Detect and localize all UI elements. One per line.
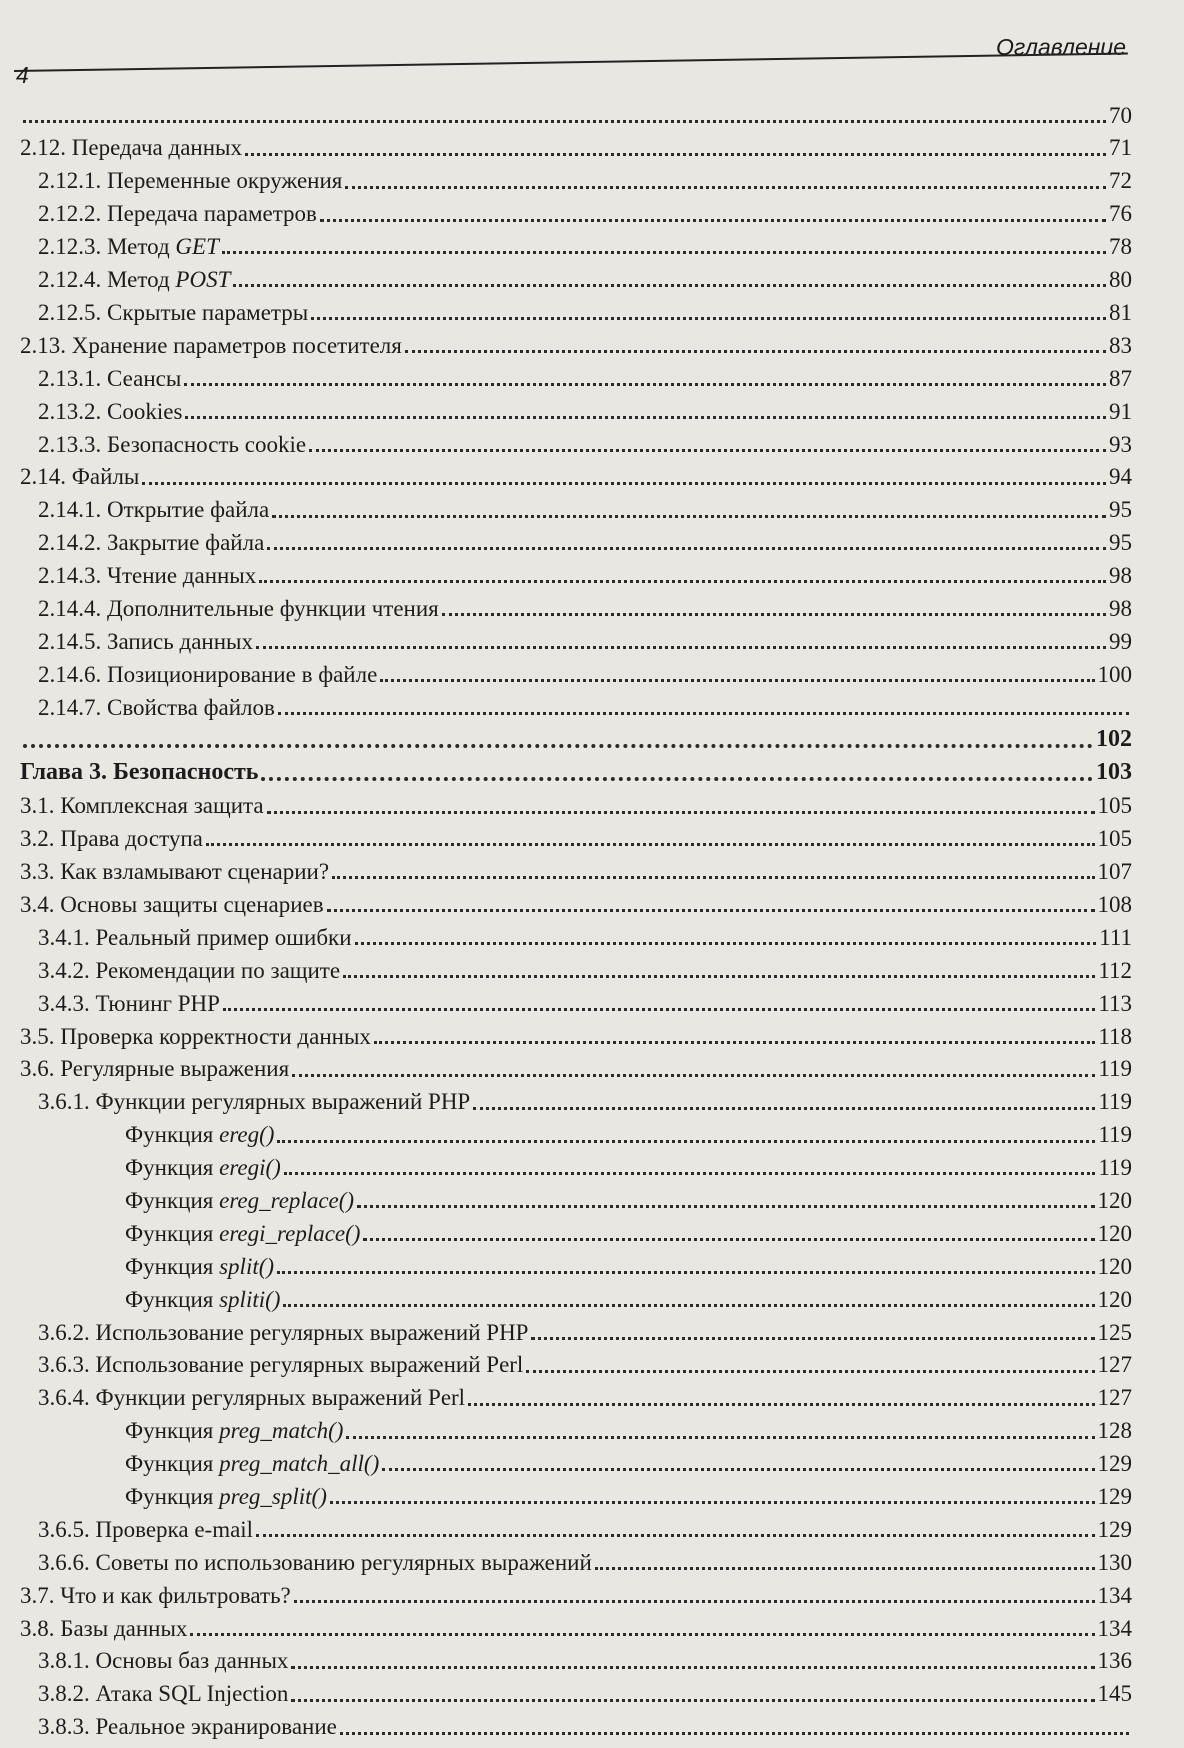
toc-entry-prefix: 3.5. Проверка корректности данных <box>20 1023 371 1049</box>
toc-entry-title <box>20 333 402 358</box>
toc-entry-prefix: 3.8.1. Основы баз данных <box>38 1648 289 1674</box>
toc-entry-emphasis: preg_match_all() <box>219 1451 380 1477</box>
dot-leader <box>223 1008 1095 1011</box>
toc-entry-title <box>20 826 203 851</box>
dot-leader <box>23 120 1106 123</box>
toc-entry[interactable] <box>20 457 1132 490</box>
toc-entry[interactable] <box>20 1542 1132 1575</box>
toc-entry[interactable] <box>20 983 1132 1016</box>
toc-entry-title <box>38 1352 523 1377</box>
toc-entry-page: 120 <box>1097 1220 1132 1246</box>
toc-entry-page: 102 <box>1096 726 1132 753</box>
toc-entry[interactable] <box>20 523 1132 556</box>
toc-entry-page: 71 <box>1109 135 1132 161</box>
toc-entry-prefix: 3.6.1. Функции регулярных выражений PHP <box>38 1089 471 1115</box>
toc-entry-title <box>125 1254 274 1279</box>
toc-entry-prefix: 2.13.2. Cookies <box>38 398 183 424</box>
toc-entry[interactable] <box>20 588 1132 621</box>
toc-entry-prefix: Функция <box>125 1418 220 1444</box>
toc-entry[interactable] <box>20 1674 1132 1707</box>
toc-entry-emphasis: eregi() <box>219 1155 281 1181</box>
toc-entry[interactable] <box>20 194 1132 227</box>
dot-leader <box>291 1699 1094 1702</box>
toc-entry-prefix: 2.14.6. Позиционирование в файле <box>38 661 378 687</box>
dot-leader <box>283 1304 1094 1307</box>
toc-entry-page: 70 <box>1109 102 1132 128</box>
toc-entry-title <box>38 991 220 1016</box>
dot-leader <box>340 1732 1129 1735</box>
toc-entry-prefix: Функция <box>125 1451 220 1477</box>
toc-entry-prefix: 2.14.4. Дополнительные функции чтения <box>38 595 439 621</box>
toc-entry-title <box>20 464 139 489</box>
toc-entry-prefix: 2.14.5. Запись данных <box>38 628 253 654</box>
toc-entry-prefix: 3.4. Основы защиты сценариев <box>20 891 324 917</box>
toc-entry-title <box>38 596 439 621</box>
toc-entry-page: 99 <box>1109 628 1132 654</box>
toc-entry-prefix: 2.12.1. Переменные окружения <box>38 168 343 194</box>
toc-entry[interactable] <box>20 1641 1132 1674</box>
toc-entry[interactable] <box>20 1279 1132 1312</box>
toc-entry-prefix: 2.12.4. Метод <box>38 267 176 293</box>
toc-entry-prefix: 3.6.6. Советы по использованию регулярных выражений <box>38 1549 592 1575</box>
toc-entry-prefix: 3.6.2. Использование регулярных выражений PHP <box>38 1319 529 1345</box>
toc-entry-title <box>38 695 275 720</box>
toc-entry[interactable] <box>20 1246 1132 1279</box>
toc-entry-title <box>20 1056 289 1081</box>
dot-leader <box>468 1403 1094 1406</box>
toc-entry-title <box>38 925 352 950</box>
toc-entry-page: 125 <box>1097 1319 1132 1345</box>
toc-entry-prefix: 3.4.3. Тюнинг PHP <box>38 990 220 1016</box>
dot-leader <box>332 876 1094 879</box>
toc-entry-title <box>38 1550 592 1575</box>
toc-entry-emphasis: eregi_replace() <box>219 1220 361 1246</box>
toc-entry[interactable] <box>20 1476 1132 1509</box>
toc-entry-prefix: 3.2. Права доступа <box>20 826 203 852</box>
toc-entry-page: 111 <box>1099 924 1132 950</box>
toc-entry-prefix: 3.1. Комплексная защита <box>20 793 264 819</box>
dot-leader <box>233 284 1106 287</box>
toc-entry[interactable] <box>20 1049 1132 1082</box>
toc-entry-page: 119 <box>1098 1056 1132 1082</box>
toc-entry-title <box>38 958 340 983</box>
toc-entry-emphasis: spliti() <box>219 1286 281 1312</box>
toc-entry-prefix: Функция <box>125 1286 220 1312</box>
toc-entry-prefix: 3.6.5. Проверка e-mail <box>38 1516 254 1542</box>
toc-entry-title <box>125 1155 281 1180</box>
toc-entry-prefix: 3.6. Регулярные выражения <box>20 1056 290 1082</box>
toc-entry-page: 136 <box>1097 1648 1132 1674</box>
toc-entry[interactable] <box>20 1345 1132 1378</box>
toc-entry[interactable] <box>20 1148 1132 1181</box>
toc-entry-page: 78 <box>1109 234 1132 260</box>
toc-entry-emphasis: preg_match() <box>219 1418 344 1444</box>
toc-entry-page: 83 <box>1109 332 1132 358</box>
toc-entry-prefix: 2.14.3. Чтение данных <box>38 563 257 589</box>
toc-entry-title <box>38 497 269 522</box>
toc-entry-title <box>125 1287 280 1312</box>
toc-entry-page: 98 <box>1109 595 1132 621</box>
toc-entry-page: 119 <box>1098 1155 1132 1181</box>
toc-entry-prefix: 2.12. Передача данных <box>20 135 242 161</box>
toc-entry-page: 105 <box>1097 826 1132 852</box>
toc-entry-prefix: 3.4.1. Реальный пример ошибки <box>38 924 352 950</box>
dot-leader <box>330 1501 1095 1504</box>
toc-entry-prefix: 2.12.2. Передача параметров <box>38 201 317 227</box>
toc-entry[interactable] <box>20 1608 1132 1641</box>
dot-leader <box>184 383 1106 386</box>
dot-leader <box>185 416 1106 419</box>
toc-entry-title <box>20 135 242 160</box>
toc-entry[interactable] <box>20 1082 1132 1115</box>
toc-entry[interactable] <box>20 654 1132 687</box>
toc-entry-title <box>38 1714 337 1739</box>
toc-entry-prefix: Функция <box>125 1253 220 1279</box>
dot-leader <box>259 580 1106 583</box>
toc-entry-page: 134 <box>1097 1615 1132 1641</box>
toc-entry-prefix: Функция <box>125 1187 220 1213</box>
toc-entry-prefix: Функция <box>125 1122 220 1148</box>
toc-entry-prefix: 2.13. Хранение параметров посетителя <box>20 332 402 358</box>
toc-entry-page: 95 <box>1109 497 1132 523</box>
dot-leader <box>206 843 1095 846</box>
toc-entry[interactable] <box>20 950 1132 983</box>
toc-entry[interactable] <box>20 786 1132 819</box>
toc-entry-prefix: Функция <box>125 1484 220 1509</box>
toc-entry-prefix: 3.6.4. Функции регулярных выражений Perl <box>38 1385 466 1411</box>
header-rule <box>14 53 1128 72</box>
toc-entry-prefix: 2.14.7. Свойства файлов <box>38 694 275 720</box>
toc-entry[interactable] <box>20 95 1132 128</box>
dot-leader <box>222 251 1106 254</box>
toc-entry-page: 112 <box>1098 957 1132 983</box>
toc-entry-title <box>38 1320 528 1345</box>
toc-entry[interactable] <box>20 851 1132 884</box>
toc-entry-title <box>20 1616 187 1641</box>
dot-leader <box>374 1041 1095 1044</box>
dot-leader <box>272 515 1106 518</box>
toc-entry-emphasis: split() <box>219 1253 275 1279</box>
toc-entry[interactable] <box>20 490 1132 523</box>
dot-leader <box>355 942 1097 945</box>
toc-entry[interactable] <box>20 1509 1132 1542</box>
toc-entry[interactable] <box>20 1707 1132 1740</box>
page-number: 4 <box>16 62 29 88</box>
toc-entry-title <box>38 1648 288 1673</box>
dot-leader <box>284 1172 1096 1175</box>
toc-entry-page: 93 <box>1109 431 1132 457</box>
toc-entry-title <box>125 1451 379 1476</box>
toc-entry[interactable] <box>20 687 1132 720</box>
toc-entry-emphasis: GET <box>175 234 219 260</box>
toc-entry[interactable] <box>20 227 1132 260</box>
toc-entry-page: 119 <box>1098 1122 1132 1148</box>
running-head-title: Оглавление <box>996 34 1126 60</box>
toc-entry[interactable] <box>20 1115 1132 1148</box>
dot-leader <box>595 1567 1095 1570</box>
toc-entry[interactable] <box>20 1312 1132 1345</box>
toc-entry[interactable] <box>20 325 1132 358</box>
toc-entry-page: 127 <box>1097 1352 1132 1378</box>
dot-leader <box>405 350 1106 353</box>
dot-leader <box>294 1600 1095 1603</box>
toc-entry-title <box>38 432 306 457</box>
toc-entry[interactable] <box>20 1213 1132 1246</box>
toc-entry[interactable] <box>20 1575 1132 1608</box>
toc-entry[interactable] <box>20 884 1132 917</box>
toc-entry[interactable] <box>20 819 1132 852</box>
toc-entry-prefix: Функция <box>125 1220 220 1246</box>
toc-entry-prefix: 3.3. Как взламывают сценарии? <box>20 859 330 885</box>
dot-leader <box>245 153 1106 156</box>
toc-entry-prefix: Глава 3. Безопасность <box>20 759 259 786</box>
toc-entry-title <box>38 300 308 325</box>
dot-leader <box>267 811 1095 814</box>
toc-entry[interactable] <box>20 292 1132 325</box>
dot-leader <box>473 1107 1095 1110</box>
toc-entry-page: 94 <box>1109 464 1132 490</box>
toc-entry[interactable] <box>20 259 1132 292</box>
dot-leader <box>278 712 1129 715</box>
toc-entry-prefix: 3.4.2. Рекомендации по защите <box>38 957 341 983</box>
dot-leader <box>256 1534 1094 1537</box>
toc-entry-page: 72 <box>1109 168 1132 194</box>
toc-entry-title <box>20 793 264 818</box>
dot-leader <box>142 482 1106 485</box>
dot-leader <box>382 1468 1094 1471</box>
toc-entry[interactable] <box>20 1444 1132 1477</box>
toc-entry-page: 120 <box>1097 1253 1132 1279</box>
toc-entry-emphasis: POST <box>175 267 231 293</box>
toc-entry-page: 145 <box>1097 1681 1132 1707</box>
toc-entry-emphasis: ereg() <box>219 1122 275 1148</box>
dot-leader <box>531 1337 1094 1340</box>
dot-leader <box>442 613 1106 616</box>
dot-leader <box>327 909 1095 912</box>
dot-leader <box>256 646 1106 649</box>
toc-entry[interactable] <box>20 917 1132 950</box>
toc-entry[interactable] <box>20 1016 1132 1049</box>
toc-entry-title <box>38 629 253 654</box>
toc-entry-title <box>125 1122 274 1147</box>
toc-entry-page: 134 <box>1097 1582 1132 1608</box>
toc-entry-emphasis: preg_split() <box>219 1484 327 1509</box>
dot-leader <box>309 449 1106 452</box>
dot-leader <box>345 186 1106 189</box>
dot-leader <box>343 975 1095 978</box>
toc-entry-page: 129 <box>1097 1516 1132 1542</box>
toc-entry-page: 120 <box>1097 1187 1132 1213</box>
toc-entry-title <box>38 168 342 193</box>
toc-entry[interactable] <box>20 358 1132 391</box>
toc-entry-title <box>38 267 230 292</box>
toc-entry-prefix: 2.14.1. Открытие файла <box>38 497 270 523</box>
toc-entry-page: 119 <box>1098 1089 1132 1115</box>
toc-entry-title <box>38 201 317 226</box>
toc-entry-prefix: 3.7. Что и как фильтровать? <box>20 1582 291 1608</box>
toc-entry-title <box>20 892 324 917</box>
toc-entry-page: 100 <box>1097 661 1132 687</box>
toc-entry-page: 87 <box>1109 365 1132 391</box>
toc-entry-title <box>38 662 377 687</box>
toc-entry-title <box>20 859 329 884</box>
toc-entry-title <box>125 1484 327 1509</box>
dot-leader <box>320 219 1106 222</box>
toc-entry-title <box>125 1418 343 1443</box>
toc-entry[interactable] <box>20 424 1132 457</box>
toc-entry-page: 127 <box>1097 1385 1132 1411</box>
toc-entry-title <box>38 563 256 588</box>
toc-entry-prefix: 2.12.3. Метод <box>38 234 176 260</box>
toc-entry[interactable] <box>20 753 1132 786</box>
toc-entry-prefix: 3.6.3. Использование регулярных выражений Perl <box>38 1352 524 1378</box>
toc-entry-prefix: Функция <box>125 1155 220 1181</box>
toc-entry-page: 128 <box>1097 1418 1132 1444</box>
toc-entry-title <box>20 1024 371 1049</box>
toc-entry-page: 81 <box>1109 299 1132 325</box>
dot-leader <box>190 1633 1094 1636</box>
dot-leader <box>363 1238 1094 1241</box>
toc-entry-title <box>38 1517 253 1542</box>
dot-leader <box>261 777 1093 781</box>
table-of-contents <box>20 95 1132 1740</box>
toc-entry-prefix: 2.14.2. Закрытие файла <box>38 530 265 556</box>
dot-leader <box>526 1370 1094 1373</box>
toc-entry-page: 98 <box>1109 563 1132 589</box>
toc-entry-title <box>38 530 264 555</box>
toc-entry[interactable] <box>20 1411 1132 1444</box>
toc-entry-title <box>38 1681 288 1706</box>
toc-entry-page: 120 <box>1097 1286 1132 1312</box>
toc-entry-title <box>38 366 181 391</box>
toc-entry-title <box>20 1583 291 1608</box>
toc-entry-page: 107 <box>1097 859 1132 885</box>
dot-leader <box>357 1205 1094 1208</box>
toc-entry-page: 113 <box>1098 990 1132 1016</box>
toc-entry-prefix: 3.8. Базы данных <box>20 1615 188 1641</box>
toc-entry-title <box>38 1385 465 1410</box>
toc-entry[interactable] <box>20 128 1132 161</box>
dot-leader <box>277 1140 1095 1143</box>
dot-leader <box>311 317 1106 320</box>
toc-entry-page: 129 <box>1097 1484 1132 1509</box>
toc-entry-page: 105 <box>1097 793 1132 819</box>
toc-entry-page: 118 <box>1098 1023 1132 1049</box>
dot-leader <box>292 1074 1095 1077</box>
toc-entry-page: 129 <box>1097 1451 1132 1477</box>
toc-entry-page: 103 <box>1096 759 1132 786</box>
dot-leader <box>267 547 1106 550</box>
toc-entry-title <box>38 234 219 259</box>
toc-entry-page: 108 <box>1097 891 1132 917</box>
toc-entry-page: 76 <box>1109 201 1132 227</box>
toc-entry-title <box>38 399 182 424</box>
toc-entry-prefix: 3.8.2. Атака SQL Injection <box>38 1681 289 1707</box>
toc-entry-page: 91 <box>1109 398 1132 424</box>
dot-leader <box>346 1436 1094 1439</box>
toc-entry-prefix: 2.14. Файлы <box>20 464 140 490</box>
toc-entry[interactable] <box>20 1378 1132 1411</box>
toc-entry[interactable] <box>20 621 1132 654</box>
toc-entry[interactable] <box>20 555 1132 588</box>
toc-entry[interactable] <box>20 1180 1132 1213</box>
toc-entry-page: 130 <box>1097 1549 1132 1575</box>
toc-entry-prefix: 2.13.3. Безопасность cookie <box>38 431 307 457</box>
toc-entry-title <box>125 1188 354 1213</box>
toc-entry-page: 95 <box>1109 530 1132 556</box>
dot-leader <box>23 744 1093 748</box>
toc-entry-title <box>38 1089 470 1114</box>
toc-entry-prefix: 2.12.5. Скрытые параметры <box>38 299 309 325</box>
toc-entry-page: 80 <box>1109 267 1132 293</box>
dot-leader <box>380 679 1094 682</box>
toc-entry-prefix: 2.13.1. Сеансы <box>38 365 182 391</box>
toc-entry[interactable] <box>20 720 1132 753</box>
dot-leader <box>277 1271 1094 1274</box>
toc-entry[interactable] <box>20 391 1132 424</box>
toc-entry-prefix: 3.8.3. Реальное экранирование <box>38 1714 337 1740</box>
toc-entry[interactable] <box>20 161 1132 194</box>
toc-entry-emphasis: ereg_replace() <box>219 1187 355 1213</box>
toc-entry-title <box>125 1221 360 1246</box>
dot-leader <box>291 1666 1094 1669</box>
toc-entry-title <box>20 759 258 785</box>
